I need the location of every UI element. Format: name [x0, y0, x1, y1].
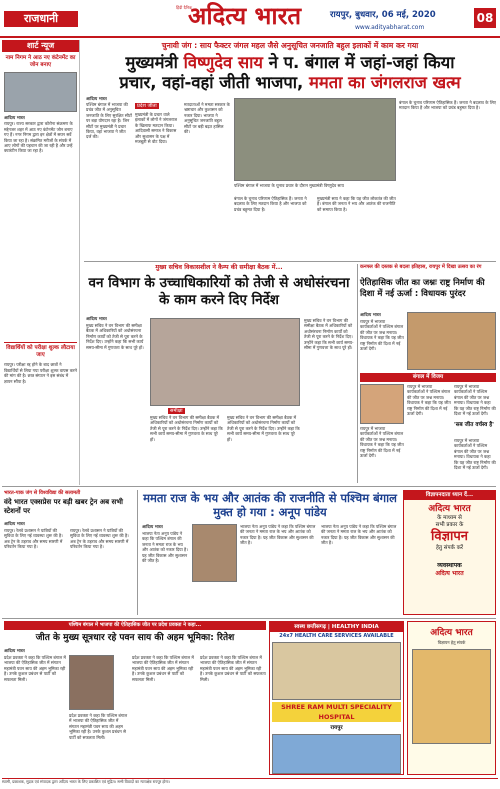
story6-headline: जीत के मुख्य सूत्रधार रहे पवन साय की अहम भूमिका: रितेश — [35, 633, 235, 643]
story5-divider — [137, 490, 138, 615]
side-ad — [407, 621, 496, 775]
logo: अदित्य भारत — [188, 1, 302, 30]
ad-box — [403, 490, 496, 615]
lead-headline-1c: ने प. बंगाल में जहां-जहां किया — [262, 53, 455, 72]
story2-label: समीक्षा — [170, 408, 183, 414]
lead-photo-caption: पश्चिम बंगाल में भाजपा के चुनाव प्रचार के दौरान मुख्यमंत्री विष्णुदेव साय — [234, 183, 344, 188]
story5-col-2: भाजपा नेता अनूप पांडेय ने कहा कि पश्चिम बंगाल की जनता ने ममता राज के भय और आतंक को नकार दिया है। यह जीत विकास और सुशासन की जीत है। — [240, 524, 316, 546]
short-news-heading: शार्ट न्यूज — [2, 40, 79, 52]
story5-photo — [192, 524, 237, 582]
short-news-body-2: रायपुर। परीक्षा रद्द होने के बाद छात्रों ने विद्यार्थियों से लिया गया परीक्षा शुल्क वापस करने की मांग की है। छात्र संगठन ने इस संबंध में ज्ञापन सौंपा है। — [4, 362, 77, 384]
logo-prefix: हिंदी दैनिक — [176, 5, 193, 10]
short-news-body: रायपुर। राज्य सरकार द्वारा कोरोना संक्रमण के मद्देनजर शहर में आठ नए कंटेनमेंट जोन बनाए गए हैं। नगर निगम द्वारा इन क्षेत्रों में सघन सर्वे किया जा रहा है। संक्रमित मरीजों के संपर्क में आए लोगों की पहचान की जा रही है और उन्हें क्वारंटीन किया जा रहा है। — [4, 121, 73, 154]
story3-photo-caption: बंगाल में विजय — [360, 373, 496, 382]
page-number: 08 — [474, 8, 496, 28]
story3-col-3: रायपुर में भाजपा कार्यकर्ताओं ने पश्चिम बंगाल की जीत पर जश्न मनाया। विधायक ने कहा कि यह जीत राष्ट्र निर्माण की दिशा में नई ऊर्जा देगी। — [407, 384, 451, 417]
story3-photo — [407, 312, 496, 370]
story3-photo-2 — [360, 384, 404, 424]
dateline: रायपुर, बुधवार, 06 मई, 2020 — [330, 10, 436, 20]
short-news-photo — [4, 72, 77, 112]
story3-divider — [357, 264, 358, 483]
story2-col-1: मुख्य सचिव ने वन विभाग की समीक्षा बैठक में अधिकारियों को अधोसंरचना निर्माण कार्यों को तेजी से पूरा करने के निर्देश दिए। उन्होंने कहा कि सभी कार्य समय-सीमा में गुणवत्ता के साथ पूरे हों। — [86, 323, 144, 350]
divider-2 — [2, 486, 496, 487]
story4-headline: वंदे भारत एक्सप्रेस पर बड़ी खबर ट्रेन अब सभी स्टेशनों पर — [4, 498, 123, 515]
story2-col-3: मुख्य सचिव ने वन विभाग की समीक्षा बैठक में अधिकारियों को अधोसंरचना निर्माण कार्यों को तेजी से पूरा करने के निर्देश दिए। उन्होंने कहा कि सभी कार्य समय-सीमा में गुणवत्ता के साथ पूरे हों। — [227, 415, 300, 442]
lead-col-6: बंगाल के चुनाव परिणाम ऐतिहासिक हैं। जनता ने बदलाव के लिए मतदान किया है और भाजपा को प्रचंड बहुमत दिया है। — [399, 100, 496, 111]
section-label: राजधानी — [4, 11, 78, 27]
hospital-ad-place: रायपुर — [330, 725, 343, 731]
lead-col-1: पश्चिम बंगाल में भाजपा की प्रचंड जीत में अनुसूचित जनजाति के लिए सुरक्षित सीटों पर बड़ा योगदान रहा है। जिन सीटों पर मुख्यमंत्री ने प्रचार किया, वहां भाजपा ने जीत दर्ज की। — [86, 102, 132, 140]
story5-col-1: भाजपा नेता अनूप पांडेय ने कहा कि पश्चिम बंगाल की जनता ने ममता राज के भय और आतंक को नकार दिया है। यह जीत विकास और सुशासन की जीत है। — [142, 531, 188, 564]
side-ad-photo — [412, 649, 491, 744]
lead-byline: आदित्य भारत — [86, 96, 107, 101]
story2-byline: आदित्य भारत — [86, 316, 107, 321]
story3-col-5: रायपुर में भाजपा कार्यकर्ताओं ने पश्चिम बंगाल की जीत पर जश्न मनाया। विधायक ने कहा कि यह जीत राष्ट्र निर्माण की दिशा में नई ऊर्जा देगी। — [454, 438, 496, 471]
hospital-ad-strip — [272, 734, 401, 774]
ad-line-6: व्यवस्थापक — [437, 562, 462, 569]
side-ad-title: अदित्य भारत — [430, 628, 473, 638]
story2-headline: वन विभाग के उच्चाधिकारियों को तेजी से अधोसंरचना के काम करने दिए निर्देश — [88, 275, 350, 308]
short-news-sidebar — [2, 40, 80, 485]
story6-col-1: प्रदेश प्रवक्ता ने कहा कि पश्चिम बंगाल में भाजपा की ऐतिहासिक जीत में संगठन महामंत्री पवन साय की अहम भूमिका रही है। उनके कुशल प्रबंधन से पार्टी को सफलता मिली। — [4, 655, 66, 682]
ad-line-3: सभी प्रकार के — [435, 522, 464, 528]
lead-headline — [84, 53, 496, 93]
story2-col-2: मुख्य सचिव ने वन विभाग की समीक्षा बैठक में अधिकारियों को अधोसंरचना निर्माण कार्यों को तेजी से पूरा करने के निर्देश दिए। उन्होंने कहा कि सभी कार्य समय-सीमा में गुणवत्ता के साथ पूरे हों। — [150, 415, 223, 442]
story6-byline: आदित्य भारत — [4, 648, 25, 653]
lead-col-3: मतदाताओं ने ममता सरकार के भ्रष्टाचार और कुशासन को नकार दिया। भाजपा ने अनुसूचित जनजाति बहुल सीटों पर बड़ी बढ़त हासिल की। — [184, 102, 230, 135]
ad-line-1: अदित्य भारत — [428, 504, 471, 514]
lead-headline-1b: विष्णुदेव साय — [183, 53, 263, 72]
hospital-ad-photo — [272, 642, 401, 700]
ad-title: विज्ञापनदाता ध्यान दें... — [404, 491, 495, 500]
story6-photo — [69, 655, 114, 710]
story6-col-3: प्रदेश प्रवक्ता ने कहा कि पश्चिम बंगाल में भाजपा की ऐतिहासिक जीत में संगठन महामंत्री पवन साय की अहम भूमिका रही है। उनके कुशल प्रबंधन से पार्टी को सफलता मिली। — [132, 655, 194, 682]
story2-photo — [150, 318, 300, 406]
side-ad-text: विज्ञापन हेतु संपर्क — [437, 640, 466, 645]
ad-line-2: के माध्यम से — [437, 515, 462, 521]
story4-kicker: भारत-पाक जंग से विश्वविद्या की सलामती — [4, 490, 81, 496]
divider-3 — [2, 618, 496, 619]
ad-line-5: हेतु संपर्क करें — [435, 545, 464, 551]
masthead — [0, 0, 500, 38]
ad-line-4: विज्ञापन — [431, 529, 468, 544]
story6-col-2: प्रदेश प्रवक्ता ने कहा कि पश्चिम बंगाल में भाजपा की ऐतिहासिक जीत में संगठन महामंत्री पवन साय की अहम भूमिका रही है। उनके कुशल प्रबंधन से पार्टी को सफलता मिली। — [69, 713, 128, 740]
ad-line-7: अदित्य भारत — [435, 570, 464, 577]
story2-col-4: मुख्य सचिव ने वन विभाग की समीक्षा बैठक में अधिकारियों को अधोसंरचना निर्माण कार्यों को तेजी से पूरा करने के निर्देश दिए। उन्होंने कहा कि सभी कार्य समय-सीमा में गुणवत्ता के साथ पूरे हों। — [304, 318, 354, 351]
lead-headline-1a: मुख्यमंत्री — [125, 53, 178, 72]
short-news-title-2: विद्यार्थियों को परीक्षा शुल्क लौटाया जाए — [4, 342, 77, 359]
story5-col-3: भाजपा नेता अनूप पांडेय ने कहा कि पश्चिम बंगाल की जनता ने ममता राज के भय और आतंक को नकार दिया है। यह जीत विकास और सुशासन की जीत है। — [321, 524, 397, 546]
lead-col-4: बंगाल के चुनाव परिणाम ऐतिहासिक हैं। जनता ने बदलाव के लिए मतदान किया है और भाजपा को प्रचंड बहुमत दिया है। — [234, 196, 307, 212]
story3-headline: ऐतिहासिक जीत का जश्नः राष्ट्र निर्माण की दिशा में नई ऊर्जा : विधायक पुरंदर — [360, 277, 485, 298]
lead-headline-2a: प्रचार, वहां-वहां जीती भाजपा, — [119, 73, 310, 92]
lead-headline-2b: ममता का जंगलराज खत्म — [309, 73, 461, 92]
story4-col-2: रायपुर। रेलवे प्रशासन ने यात्रियों की सुविधा के लिए नई व्यवस्था शुरू की है। अब ट्रेन के ठहराव और समय सारणी में परिवर्तन किया गया है। — [70, 528, 129, 550]
story5-headline: ममता राज के भय और आतंक की राजनीति से पश्चिम बंगाल मुक्त हो गया : अनूप पांडेय — [143, 491, 397, 519]
lead-photo — [234, 98, 396, 181]
lead-tag: प्रदेश जीता — [137, 103, 157, 109]
story3-col-4: रायपुर में भाजपा कार्यकर्ताओं ने पश्चिम बंगाल की जीत पर जश्न मनाया। विधायक ने कहा कि यह जीत राष्ट्र निर्माण की दिशा में नई ऊर्जा देगी। — [454, 384, 496, 417]
hospital-ad-name: SHREE RAM MULTI SPECIALITY HOSPITAL — [272, 702, 401, 722]
hospital-ad — [269, 621, 404, 775]
story3-kicker: कनफ्ल की दस्तक से बदला इतिहास, रायपुर में दिखा उत्सव का रंग — [360, 264, 482, 270]
lead-col-2: मुख्यमंत्री के प्रचार वाले इलाकों में लोगों ने जंगलराज के खिलाफ मतदान किया। आदिवासी समाज ने विकास और सुशासन के पक्ष में मजबूती से वोट दिया। — [135, 112, 178, 145]
story3-byline: आदित्य भारत — [360, 312, 381, 317]
footer-imprint: स्वामी, प्रकाशक, मुद्रक एवं संपादक द्वारा अदित्य भारत के लिए प्रकाशित एवं मुद्रित। सभी विवादों का न्यायक्षेत्र रायपुर होगा। — [2, 778, 498, 788]
story5-byline: आदित्य भारत — [142, 524, 163, 529]
hospital-ad-sub: 24x7 HEALTH CARE SERVICES AVAILABLE — [279, 633, 394, 639]
story3-subhead: 'सब जीत वर्चस्व है' — [454, 422, 494, 428]
lead-kicker: चुनावी जंग : साय फैक्टर जंगल महल जैसे अनुसूचित जनजाति बहुल इलाकों में काम कर गया — [161, 41, 419, 50]
story6-kicker: पश्चिम बंगाल में भाजपा की ऐतिहासिक जीत पर प्रदेश प्रवक्ता ने कहा... — [4, 621, 266, 630]
story3-col-1: रायपुर में भाजपा कार्यकर्ताओं ने पश्चिम बंगाल की जीत पर जश्न मनाया। विधायक ने कहा कि यह जीत राष्ट्र निर्माण की दिशा में नई ऊर्जा देगी। — [360, 319, 404, 352]
story6-col-4: प्रदेश प्रवक्ता ने कहा कि पश्चिम बंगाल में भाजपा की ऐतिहासिक जीत में संगठन महामंत्री पवन साय की अहम भूमिका रही है। उनके कुशल प्रबंधन से पार्टी को सफलता मिली। — [200, 655, 266, 682]
short-news-title: नाम निगम ने आठ नए कंटेनमेंट का जोन बनाए — [5, 55, 76, 68]
short-news-byline: आदित्य भारत — [4, 115, 25, 120]
lead-col-5: मुख्यमंत्री साय ने कहा कि यह जीत लोकतंत्र की जीत है। बंगाल की जनता ने भय और आतंक की राजनीति को समाप्त किया है। — [317, 196, 396, 212]
website: www.adityabharat.com — [355, 24, 425, 31]
story2-kicker: मुख्य सचिव विकासशील ने कैम्प की समीक्षा बैठक में... — [155, 264, 283, 271]
story4-col-1: रायपुर। रेलवे प्रशासन ने यात्रियों की सुविधा के लिए नई व्यवस्था शुरू की है। अब ट्रेन के ठहराव और समय सारणी में परिवर्तन किया गया है। — [4, 528, 63, 550]
story4-byline: आदित्य भारत — [4, 521, 25, 526]
hospital-ad-top: स्वस्थ छत्तीसगढ़ | HEALTHY INDIA — [270, 622, 403, 632]
divider — [84, 261, 496, 262]
story3-col-2: रायपुर में भाजपा कार्यकर्ताओं ने पश्चिम बंगाल की जीत पर जश्न मनाया। विधायक ने कहा कि यह जीत राष्ट्र निर्माण की दिशा में नई ऊर्जा देगी। — [360, 426, 404, 459]
